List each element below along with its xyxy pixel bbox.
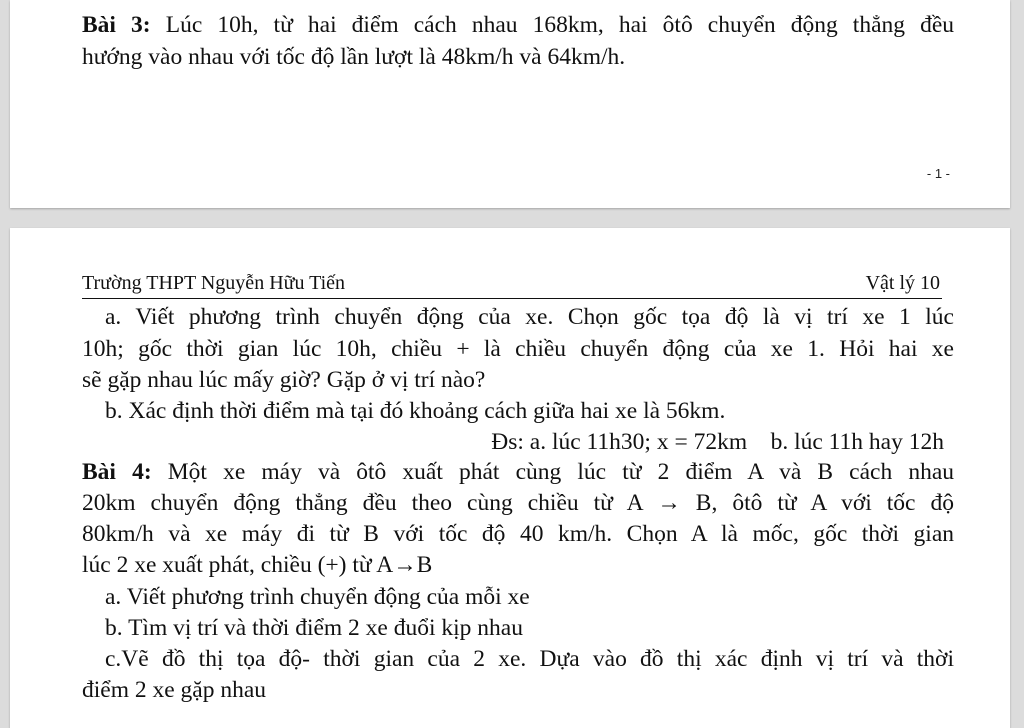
header-divider bbox=[82, 298, 942, 299]
header-subject: Vật lý 10 bbox=[865, 272, 940, 294]
bai4-c-line-2: điểm 2 xe gặp nhau bbox=[82, 677, 267, 703]
bai3-line-1 bbox=[82, 10, 954, 41]
bai4-c-line-1: c.Vẽ đồ thị tọa độ- thời gian của 2 xe. Dựa vào đồ thị xác định vị trí và thời bbox=[105, 646, 954, 672]
bai4-line-4: lúc 2 xe xuất phát, chiều (+) từ A→B bbox=[82, 552, 433, 578]
bai4-text-1: Một xe máy và ôtô xuất phát cùng lúc từ 2 điểm A và B cách nhau bbox=[167, 459, 955, 485]
bai4-b-line: b. Tìm vị trí và thời điểm 2 xe đuổi kịp nhau bbox=[105, 615, 523, 641]
bai3-text-1: Lúc 10h, từ hai điểm cách nhau 168km, hai ôtô chuyển động thẳng đều bbox=[165, 12, 955, 38]
bai3-line-2: hướng vào nhau với tốc độ lần lượt là 48km/h và 64km/h. bbox=[82, 44, 626, 70]
bai3-a-line-2: 10h; gốc thời gian lúc 10h, chiều + là chiều chuyển động của xe 1. Hỏi hai xe bbox=[82, 336, 954, 362]
bai3-label: Bài 3: bbox=[82, 12, 151, 38]
document-page-1 bbox=[10, 0, 1010, 208]
bai4-line-3: 80km/h và xe máy đi từ B với tốc độ 40 km/h. Chọn A là mốc, gốc thời gian bbox=[82, 521, 954, 547]
bai3-b-line: b. Xác định thời điểm mà tại đó khoảng cách giữa hai xe là 56km. bbox=[105, 398, 726, 424]
page-number: - 1 - bbox=[926, 166, 950, 181]
bai3-a-line-1: a. Viết phương trình chuyển động của xe. Chọn gốc tọa độ là vị trí xe 1 lúc bbox=[105, 304, 954, 330]
bai3-a-line-3: sẽ gặp nhau lúc mấy giờ? Gặp ở vị trí nào? bbox=[82, 367, 486, 393]
bai3-answer: Đs: a. lúc 11h30; x = 72km b. lúc 11h hay 12h bbox=[491, 429, 944, 455]
bai4-line-2: 20km chuyển động thẳng đều theo cùng chiều từ A → B, ôtô từ A với tốc độ bbox=[82, 490, 954, 516]
document-page-2 bbox=[10, 228, 1010, 728]
bai4-label: Bài 4: bbox=[82, 459, 152, 485]
bai4-line-1 bbox=[82, 457, 954, 488]
bai4-a-line: a. Viết phương trình chuyển động của mỗi xe bbox=[105, 584, 530, 610]
header-school-name: Trường THPT Nguyễn Hữu Tiến bbox=[82, 272, 346, 294]
